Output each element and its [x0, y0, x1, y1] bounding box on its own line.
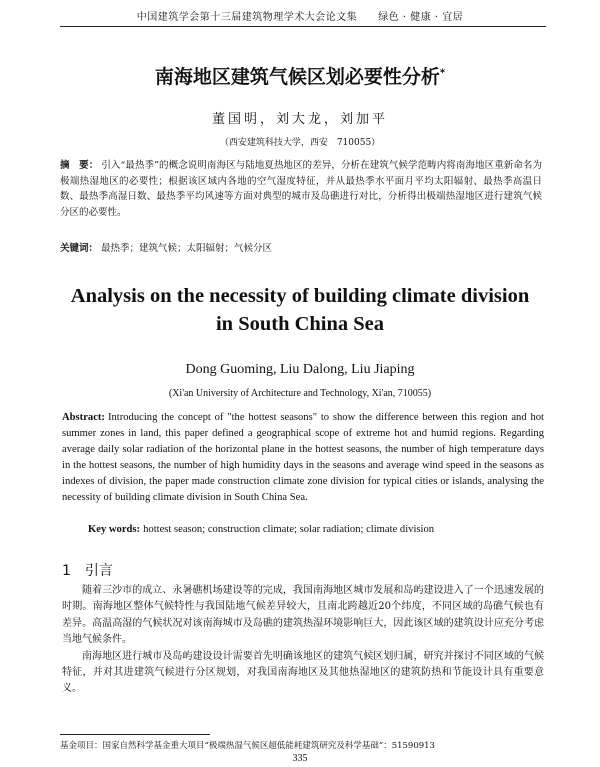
- chinese-abstract-text: 引入“最热季”的概念说明南海区与陆地夏热地区的差异，分析在建筑气候学范畴内将南海地区重新命名为极端热湿地区的必要性；根据该区域内各地的空气湿度特征，并从最热季水平面月平均太阳辐射、最热季高温日数、最热季高湿日数、最热季平均风速等方面对典型的城市及岛礁进行对比，分析得出极端热湿地区进行建筑气候分区的必要性。: [60, 160, 542, 218]
- chinese-abstract: [60, 158, 542, 220]
- body-text: [62, 583, 544, 698]
- page-number: 335: [292, 753, 308, 764]
- running-head: 中国建筑学会第十三届建筑物理学术大会论文集 绿色 · 健康 · 宜居: [136, 12, 464, 23]
- english-affiliation: (Xi'an University of Architecture and Technology, Xi'an, 710055): [168, 388, 432, 399]
- english-authors: Dong Guoming, Liu Dalong, Liu Jiaping: [185, 362, 415, 377]
- english-title: Analysis on the necessity of building climate division in South China Sea: [70, 285, 530, 335]
- section-number: 1: [62, 563, 71, 579]
- section-heading: [62, 560, 113, 580]
- chinese-keywords-text: 最热季；建筑气候；太阳辐射；气候分区: [101, 243, 273, 254]
- title-footnote-mark: *: [439, 67, 446, 79]
- english-keywords-text: hottest season; construction climate; solar radiation; climate division: [143, 524, 435, 535]
- english-keywords-label: Key words:: [88, 524, 141, 535]
- chinese-keywords-label: 关键词：: [60, 243, 99, 254]
- footnote: 基金项目：国家自然科学基金重大项目“极端热湿气候区超低能耗建筑研究及科学基础”：51590913: [60, 741, 435, 751]
- english-abstract-text: Introducing the concept of "the hottest seasons" to show the difference between this region and hot summer zones in land, this paper defined a geographical scope of extreme hot and humid regions. Regarding average daily solar radiation of the horizontal plane in the hottest seasons, the number of high temperature days in the hottest seasons, the number of high humidity days in the seasons and average wind speed in the seasons as indexes of division, the paper made construction climate zone division for typical cities or islands, analysing the necessity of building climate division in South China Sea.: [62, 412, 544, 503]
- body-paragraph: 随着三沙市的成立、永暑礁机场建设等的完成，我国南海地区城市发展和岛屿建设进入了一个迅速发展的时期。南海地区整体气候特性与我国陆地气候差异较大，且南北跨越近20个纬度，不同区域的岛礁气候也有差异。高温高湿的气候状况对该南海城市及岛礁的建筑热湿环境影响巨大，因此该区域的建筑设计应充分考虑当地气候条件。: [62, 585, 544, 646]
- chinese-keywords: [60, 240, 542, 254]
- chinese-affiliation: （西安建筑科技大学，西安 710055）: [219, 138, 381, 148]
- chinese-title-text: 南海地区建筑气候区划必要性分析: [154, 66, 440, 88]
- header-rule: [60, 26, 546, 27]
- body-paragraph: 南海地区进行城市及岛屿建设设计需要首先明确该地区的建筑气候区划归属，研究并探讨不同区域的气候特征，并对其进建筑气候进行分区规划，对我国南海地区及其他热湿地区的建筑防热和节能设计具有重要意义。: [62, 650, 544, 695]
- english-abstract-label: Abstract:: [62, 412, 105, 423]
- chinese-abstract-label: 摘 要：: [60, 160, 99, 171]
- section-title: 引言: [84, 563, 113, 579]
- chinese-authors: 董国明，刘大龙，刘加平: [211, 112, 388, 127]
- footnote-rule: [60, 734, 210, 735]
- english-keywords: [88, 524, 544, 535]
- english-abstract: [62, 410, 544, 506]
- chinese-title: [60, 62, 540, 89]
